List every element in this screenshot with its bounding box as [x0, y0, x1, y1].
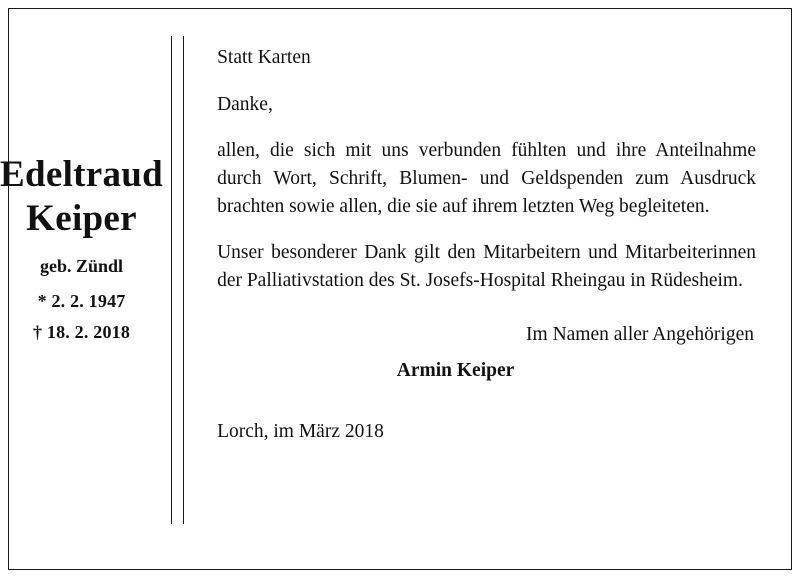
- thanks-salutation: Danke,: [217, 93, 273, 115]
- thanks-paragraph-2: Unser besonderer Dank gilt den Mitarbeitern und Mitarbeiterinnen der Palliativstation des St. Josefs-Hospital Rheingau in Rüdesheim.: [217, 242, 756, 292]
- deceased-last-name: Keiper: [26, 197, 137, 239]
- thank-you-text-block: [207, 0, 784, 562]
- deceased-block: [0, 0, 163, 562]
- deceased-first-name: Edeltraud: [0, 153, 164, 195]
- closing-signature-name: Armin Keiper: [396, 359, 515, 381]
- thanks-paragraph-1: allen, die sich mit uns verbunden fühlten und ihre Anteilnahme durch Wort, Schrift, Blumen- und Geldspenden zum Ausdruck brachten sowie allen, die sie auf ihrem letzten Weg begleiteten.: [217, 140, 756, 217]
- place-and-date: Lorch, im März 2018: [217, 421, 384, 443]
- deceased-maiden-name: geb. Zündl: [40, 256, 124, 277]
- divider-line-inner: [183, 36, 184, 524]
- divider-rules: [163, 0, 207, 562]
- divider-line-outer: [171, 36, 172, 524]
- closing-line: Im Namen aller Angehörigen: [526, 323, 754, 345]
- death-date: † 18. 2. 2018: [32, 322, 131, 343]
- birth-date: * 2. 2. 1947: [37, 291, 126, 312]
- instead-of-cards-heading: Statt Karten: [217, 47, 311, 68]
